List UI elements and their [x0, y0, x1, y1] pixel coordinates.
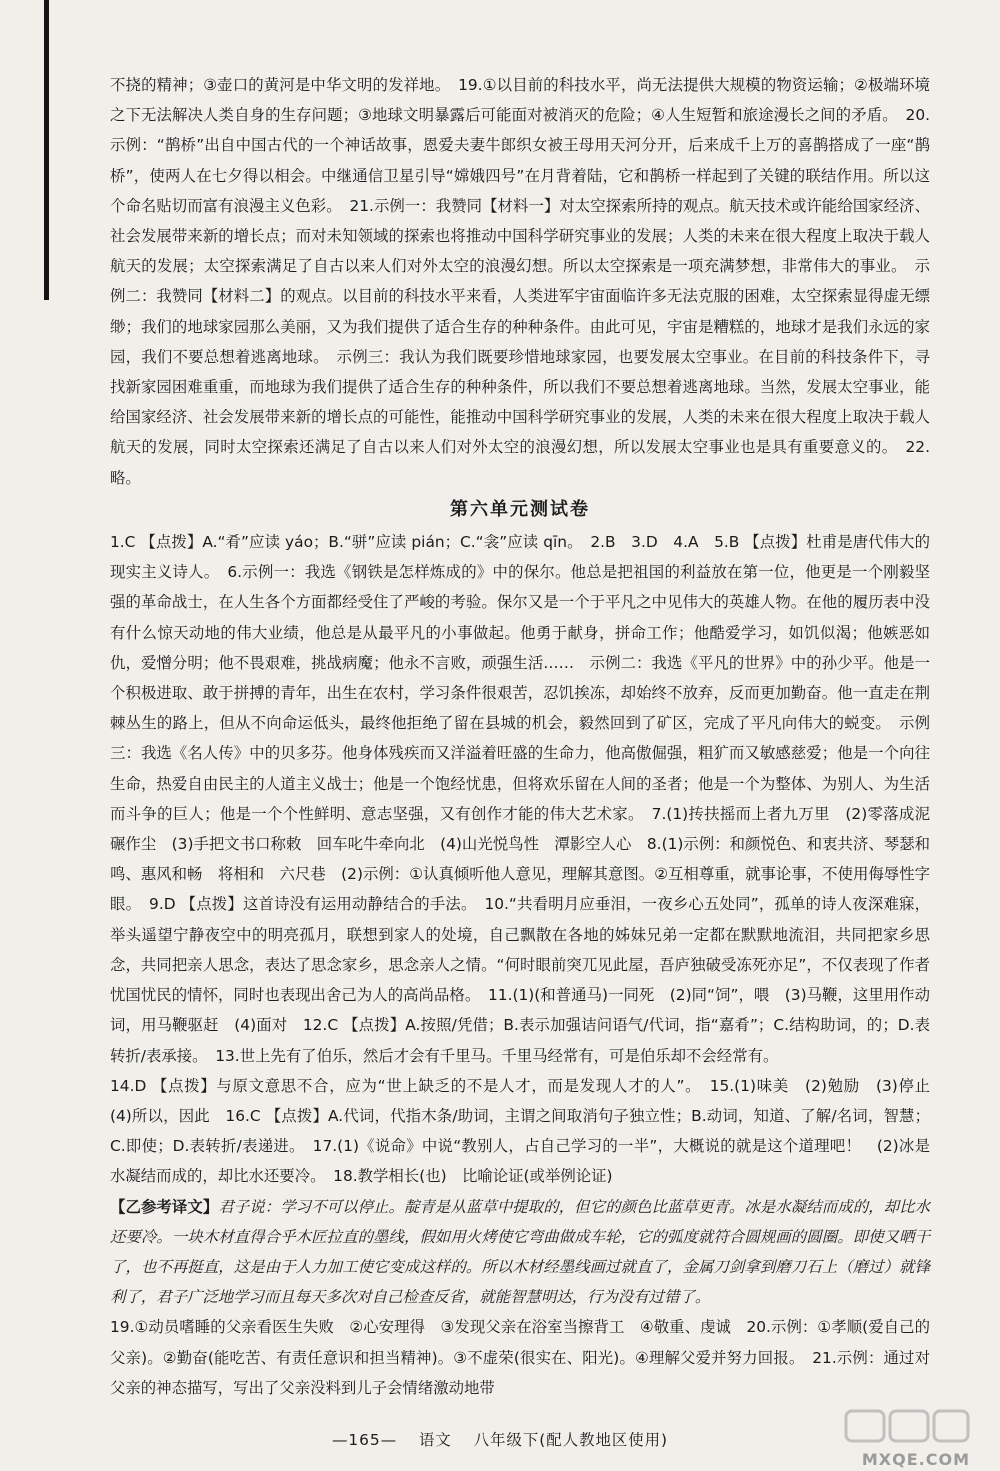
answers-block-2: 14.D 【点拨】与原文意思不合，应为“世上缺乏的不是人才，而是发现人才的人”。 15.(1)味美 (2)勉励 (3)停止 (4)所以，因此 16.C 【点拨】A.代词，代指木条/助词，主谓之间取消句子独立性；B.动词，知道、了解/名词，智慧；C.即使；D.表转折/表递进。 17.(1)《说命》中说“教别人，占自己学习的一半”，大概说的就是这个道理吧！ (2)冰是水凝结而成的，却比水还要冷。 18.教学相长(也) 比喻论证(或举例论证)	[110, 1076, 946, 1186]
binding-edge	[44, 0, 49, 300]
section-heading: 第六单元测试卷	[450, 498, 590, 520]
reference-translation	[110, 1192, 930, 1313]
subject-label: 语文	[419, 1431, 452, 1449]
continued-answers: 不挠的精神；③壶口的黄河是中华文明的发祥地。 19.①以目前的科技水平，尚无法提供大规模的物资运输；②极端环境之下无法解决人类自身的生存问题；③地球文明暴露后可能面对被消灭的危险；④人生短暂和旅途漫长之间的矛盾。 20.示例：“鹊桥”出自中国古代的一个神话故事，恩爱夫妻牛郎织女被王母用天河分开，后来成千上万的喜鹊搭成了一座“鹊桥”，使两人在七夕得以相会。中继通信卫星引导“嫦娥四号”在月背着陆，它和鹊桥一样起到了关键的联结作用。所以这个命名贴切而富有浪漫主义色彩。 21.示例一：我赞同【材料一】对太空探索所持的观点。航天技术或许能给国家经济、社会发展带来新的增长点；而对未知领域的探索也将推动中国科学研究事业的发展；人类的未来在很大程度上取决于载人航天的发展；太空探索满足了自古以来人们对外太空的浪漫幻想。所以太空探索是一项充满梦想，非常伟大的事业。 示例二：我赞同【材料二】的观点。以目前的科技水平来看，人类进军宇宙面临许多无法克服的困难，太空探索显得虚无缥缈；我们的地球家园那么美丽，又为我们提供了适合生存的种种条件。由此可见，宇宙是糟糕的，地球才是我们永远的家园，我们不要总想着逃离地球。 示例三：我认为我们既要珍惜地球家园，也要发展太空事业。在目前的科技条件下，寻找新家园困难重重，而地球为我们提供了适合生存的种种条件，所以我们不要总想着逃离地球。当然，发展太空事业，能给国家经济、社会发展带来新的增长点的可能性，能推动中国科学研究事业的发展，人类的未来在很大程度上取决于载人航天的发展，同时太空探索还满足了自古以来人们对外太空的浪漫幻想，所以发展太空事业也是具有重要意义的。 22.略。	[110, 76, 930, 487]
translation-label: 【乙参考译文】	[110, 1197, 219, 1216]
watermark-text: MXQE.COM	[861, 1450, 970, 1469]
grade-label: 八年级下(配人教地区使用)	[473, 1431, 669, 1449]
page-number: —165—	[331, 1431, 398, 1449]
answers-block-1: 1.C 【点拨】A.“肴”应读 yáo；B.“骈”应读 pián；C.“衾”应读 qīn。 2.B 3.D 4.A 5.B 【点拨】杜甫是唐代伟大的现实主义诗人。 6.示例一：我选《钢铁是怎样炼成的》中的保尔。他总是把祖国的利益放在第一位，他更是一个刚毅坚强的革命战士，在人生各个方面都经受住了严峻的考验。保尔又是一个于平凡之中见伟大的英雄人物。在他的履历表中没有什么惊天动地的伟大业绩，他总是从最平凡的小事做起。他勇于献身，拼命工作；他酷爱学习，如饥似渴；他嫉恶如仇，爱憎分明；他不畏艰难，挑战病魔；他永不言败，顽强生活…… 示例二：我选《平凡的世界》中的孙少平。他是一个积极进取、敢于拼搏的青年，出生在农村，学习条件很艰苦，忍饥挨冻，却始终不放弃，反而更加勤奋。他一直走在荆棘丛生的路上，但从不向命运低头，最终他拒绝了留在县城的机会，毅然回到了矿区，完成了平凡向伟大的蜕变。 示例三：我选《名人传》中的贝多芬。他身体残疾而又洋溢着旺盛的生命力，他高傲倔强，粗犷而又敏感慈爱；他是一个向往生命，热爱自由民主的人道主义战士；他是一个饱经忧患，但将欢乐留在人间的圣者；他是一个为整体、为别人、为生活而斗争的巨人；他是一个个性鲜明、意志坚强，又有创作才能的伟大艺术家。 7.(1)抟扶摇而上者九万里 (2)零落成泥碾作尘 (3)手把文书口称敕 回车叱牛牵向北 (4)山光悦鸟性 潭影空人心 8.(1)示例：和颜悦色、和衷共济、琴瑟和鸣、惠风和畅 将相和 六尺巷 (2)示例：①认真倾听他人意见，理解其意图。②互相尊重，就事论事，不使用侮辱性字眼。 9.D 【点拨】这首诗没有运用动静结合的手法。 10.“共看明月应垂泪，一夜乡心五处同”，孤单的诗人夜深难寐，举头遥望宁静夜空中的明亮孤月，联想到家人的处境，自己飘散在各地的姊妹兄弟一定都在默默地流泪，共同把家乡思念，共同把亲人思念，表达了思念家乡，思念亲人之情。“何时眼前突兀见此屋，吾庐独破受冻死亦足”，不仅表现了作者忧国忧民的情怀，同时也表现出舍己为人的高尚品格。 11.(1)(和普通马)一同死 (2)同“饲”，喂 (3)马鞭，这里用作动词，用马鞭驱赶 (4)面对 12.C 【点拨】A.按照/凭借；B.表示加强诘问语气/代词，指“嘉肴”；C.结构助词，的；D.表转折/表承接。 13.世上先有了伯乐，然后才会有千里马。千里马经常有，可是伯乐却不会经常有。	[110, 533, 930, 1065]
answers-block-3: 19.①动员嗜睡的父亲看医生失败 ②心安理得 ③发现父亲在浴室当擦背工 ④敬重、虔诚 20.示例：①孝顺(爱自己的父亲)。②勤奋(能吃苦、有责任意识和担当精神)。③不虚荣(很实在、阳光)。④理解父爱并努力回报。 21.示例：通过对父亲的神态描写，写出了父亲没料到儿子会情绪激动地带	[110, 1318, 930, 1397]
answer-page	[110, 70, 946, 1403]
translation-text: 君子说：学习不可以停止。靛青是从蓝草中提取的，但它的颜色比蓝草更青。冰是水凝结而成的，却比水还要冷。一块木材直得合乎木匠拉直的墨线，假如用火烤使它弯曲做成车轮，它的弧度就符合圆规画的圆圈。即使又晒干了，也不再挺直，这是由于人力加工使它变成这样的。所以木材经墨线画过就直了，金属刀剑拿到磨刀石上（磨过）就锋利了，君子广泛地学习而且每天多次对自己检查反省，就能智慧明达，行为没有过错了。	[110, 1197, 930, 1307]
